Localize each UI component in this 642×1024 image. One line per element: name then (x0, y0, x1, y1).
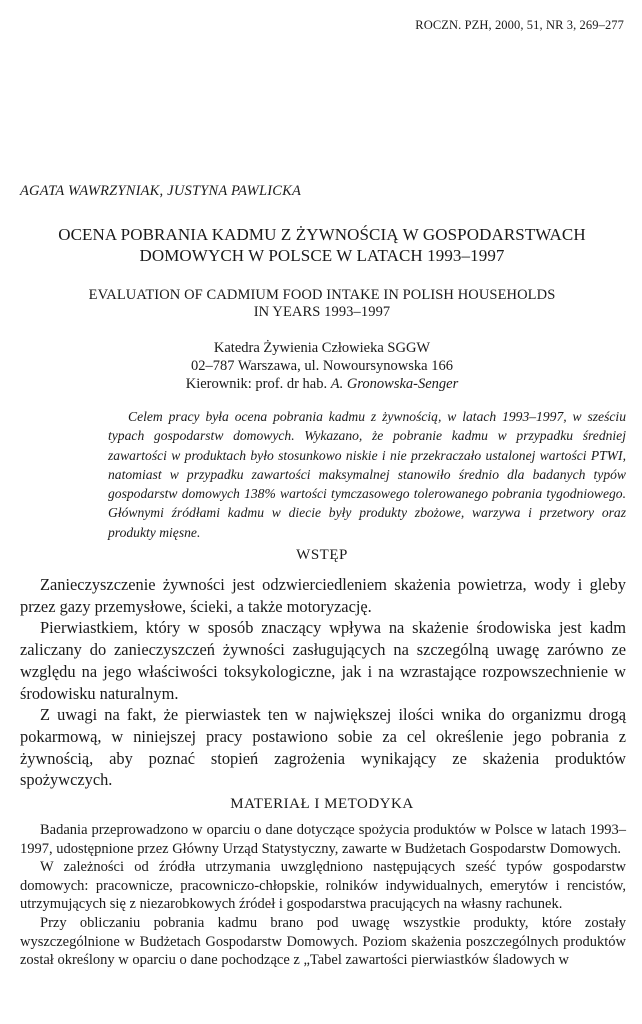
methods-paragraph-3: Przy obliczaniu pobrania kadmu brano pod uwagę wszystkie produkty, które zostały wyszczególnione w Budżetach Gospodarstw Domowych. Poziom skażenia poszczególnych produktów został określony w oparciu o dane pochodzące z „Tabel zawartości pierwiastków śladowych w (20, 914, 626, 969)
affiliation (20, 339, 624, 393)
authors: AGATA WAWRZYNIAK, JUSTYNA PAWLICKA (20, 183, 302, 199)
journal-citation: ROCZN. PZH, 2000, 51, NR 3, 269–277 (415, 18, 624, 32)
intro-paragraph-2: Pierwiastkiem, który w sposób znaczący wpływa na skażenie środowiska jest kadm zaliczany do zanieczyszczeń żywności zasługujących na szczególną uwagę zarówno ze względu na jego właściwości toksykologiczne, jak i na wzrastające rozpowszechnienie w środowisku naturalnym. (20, 618, 626, 703)
methods-body (20, 821, 626, 970)
methods-paragraph-1: Badania przeprowadzono w oparciu o dane dotyczące spożycia produktów w Polsce w latach 1993–1997, udostępnione przez Główny Urząd Statystyczny, zawarte w Budżetach Gospodarstw Domowych. (20, 822, 626, 857)
intro-paragraph-3: Z uwagi na fakt, że pierwiastek ten w największej ilości wnika do organizmu drogą pokarmową, w niniejszej pracy postawiono sobie za cel określenie jego pobrania z żywnością, aby poznać stopień zagrożenia wynikający ze skażenia produktów spożywczych. (20, 705, 626, 790)
title-english-line-1: EVALUATION OF CADMIUM FOOD INTAKE IN POLISH HOUSEHOLDS (88, 287, 556, 303)
title-polish-line-2: DOMOWYCH W POLSCE W LATACH 1993–1997 (139, 246, 505, 265)
methods-paragraph-2: W zależności od źródła utrzymania uwzględniono następujących sześć typów gospodarstw domowych: pracownicze, pracowniczo-chłopskie, rolników indywidualnych, emerytów i rencistów, utrzymujących się z niezarobkowych źródeł i gospodarstwa pracujących na własny rachunek. (20, 859, 626, 913)
section-heading-intro: WSTĘP (296, 547, 348, 563)
title-english-line-2: IN YEARS 1993–1997 (253, 304, 391, 320)
abstract (108, 407, 626, 542)
title-polish (20, 224, 624, 266)
section-heading-methods: MATERIAŁ I METODYKA (230, 796, 414, 812)
intro-paragraph-1: Zanieczyszczenie żywności jest odzwierciedleniem skażenia powietrza, wody i gleby przez gazy przemysłowe, ścieki, a także motoryzację. (20, 575, 626, 616)
title-polish-line-1: OCENA POBRANIA KADMU Z ŻYWNOŚCIĄ W GOSPODARSTWACH (58, 225, 586, 244)
abstract-text: Celem pracy była ocena pobrania kadmu z żywnością, w latach 1993–1997, w sześciu typach gospodarstw domowych. Wykazano, że pobranie kadmu w przypadku średniej zawartości w produktach było stosunkowo niskie i nie przekraczało ustalonej wartości PTWI, natomiast w przypadku zawartości maksymalnej stanowiło średnio dla badanych typów gospodarstw domowych 138% wartości tymczasowego tolerowanego pobrania tygodniowego. Głównymi źródłami kadmu w diecie były produkty zbożowe, warzywa i przetwory oraz produkty mięsne. (108, 409, 626, 540)
intro-body (20, 574, 626, 791)
affiliation-head-prefix: Kierownik: prof. dr hab. (185, 376, 328, 392)
affiliation-department: Katedra Żywienia Człowieka SGGW (213, 340, 431, 356)
affiliation-head (20, 375, 624, 393)
affiliation-address: 02–787 Warszawa, ul. Nowoursynowska 166 (191, 358, 453, 374)
title-english (20, 287, 624, 321)
affiliation-head-name: A. Gronowska-Senger (330, 376, 459, 392)
